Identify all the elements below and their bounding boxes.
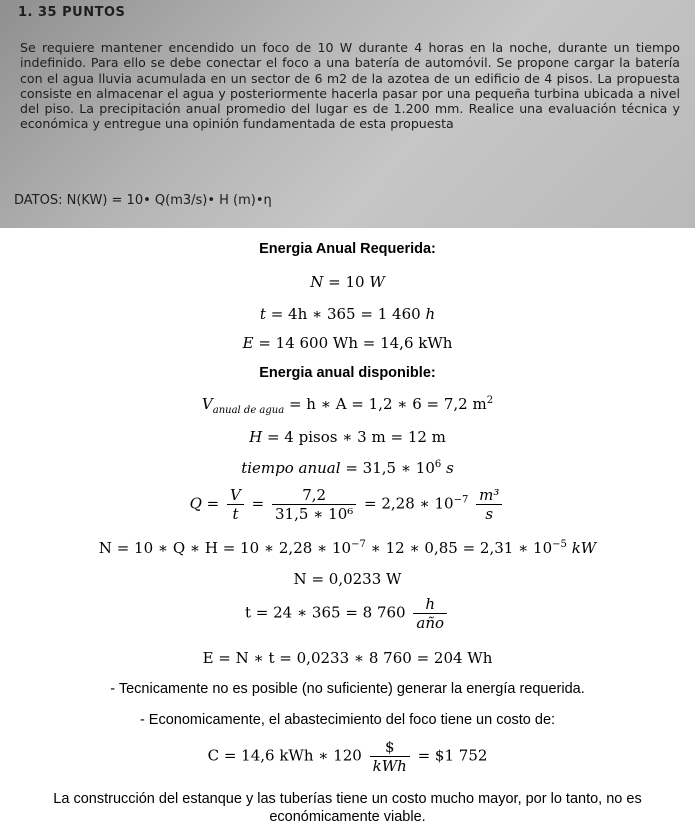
equation-volume: $V_{anual de agua} = h$ ∗ A = 1,2 ∗ 6 = 7,2 $m^2$ xyxy=(201,395,494,416)
fraction: $\frac{h}{\text{año}}$ xyxy=(413,595,447,632)
problem-data-formula: DATOS: N(KW) = 10• Q(m3/s)• H (m)•η xyxy=(14,193,272,208)
equation-power-result: N = 0,0233 W xyxy=(293,570,402,588)
equation-energy-available: E = N ∗ t = 0,0233 ∗ 8 760 = 204 Wh xyxy=(202,649,493,667)
equation-hours-per-year: t = 24 ∗ 365 = 8 760 $\frac{h}{\text{año}}$ xyxy=(0,595,695,632)
problem-statement: Se requiere mantener encendido un foco de 10 W durante 4 horas en la noche, durante un tiempo indefinido. Para ello se debe conectar el foco a una batería de automóvil. Se propone cargar la batería con el agua lluvia acumulada en un sector de 6 m2 de la azotea de un edificio de 4 pisos. La propuesta consiste en almacenar el agua y posteriormente hacerla pasar por una pequeña turbina ubicada a nivel del piso. La precipitación anual promedio del lugar es de 1.200 mm. Realice una evaluación técnica y económica y entregue una opinión fundamentada de esta propuesta xyxy=(20,40,680,132)
equation-energy: E = 14 600 Wh = 14,6 kWh xyxy=(242,334,453,352)
fraction: $\frac{\text{m³}}{s}$ xyxy=(476,486,502,523)
fraction: $\frac{7,2}{\text{31,5 ∗ 10⁶}}$ xyxy=(272,486,356,523)
problem-photo xyxy=(0,0,695,228)
problem-heading: 1. 35 PUNTOS xyxy=(18,5,126,20)
equation-cost: C = 14,6 kWh ∗ 120 $\frac{\$}{\text{kWh}}$ = $1 752 xyxy=(207,738,488,775)
equation-flow: Q = $\frac{V}{t}$ = $\frac{7,2}{\text{31,5 ∗ 10⁶}}$ = 2,28 ∗ $10^{-7}$ $\frac{\text{m³}}{s}$ xyxy=(0,486,695,523)
fraction: $\frac{\$}{\text{kWh}}$ xyxy=(370,738,410,775)
conclusion-line-2: económicamente viable. xyxy=(269,809,426,825)
economic-statement: - Economicamente, el abastecimiento del foco tiene un costo de: xyxy=(139,712,556,728)
equation-height: H = 4 pisos ∗ 3 m = 12 m xyxy=(249,428,446,446)
section-title-available-energy: Energia anual disponible: xyxy=(259,365,436,381)
equation-time: t = 4h ∗ 365 = 1 460 h xyxy=(259,305,436,323)
conclusion-line-1: La construcción del estanque y las tuberías tiene un costo mucho mayor, por lo tanto, no es xyxy=(53,791,642,807)
equation-power-calc: N = 10 ∗ Q ∗ H = 10 ∗ 2,28 ∗ $10^{-7}$ ∗ 12 ∗ 0,85 = 2,31 ∗ $10^{-5}$ kW xyxy=(98,539,597,557)
equation-annual-time: tiempo anual = 31,5 ∗ $10^6$ s xyxy=(241,459,454,477)
fraction: $\frac{V}{t}$ xyxy=(227,486,244,523)
technical-conclusion: - Tecnicamente no es posible (no suficiente) generar la energía requerida. xyxy=(110,681,585,697)
section-title-required-energy: Energia Anual Requerida: xyxy=(259,241,436,257)
equation-power: N = 10 W xyxy=(310,273,385,291)
